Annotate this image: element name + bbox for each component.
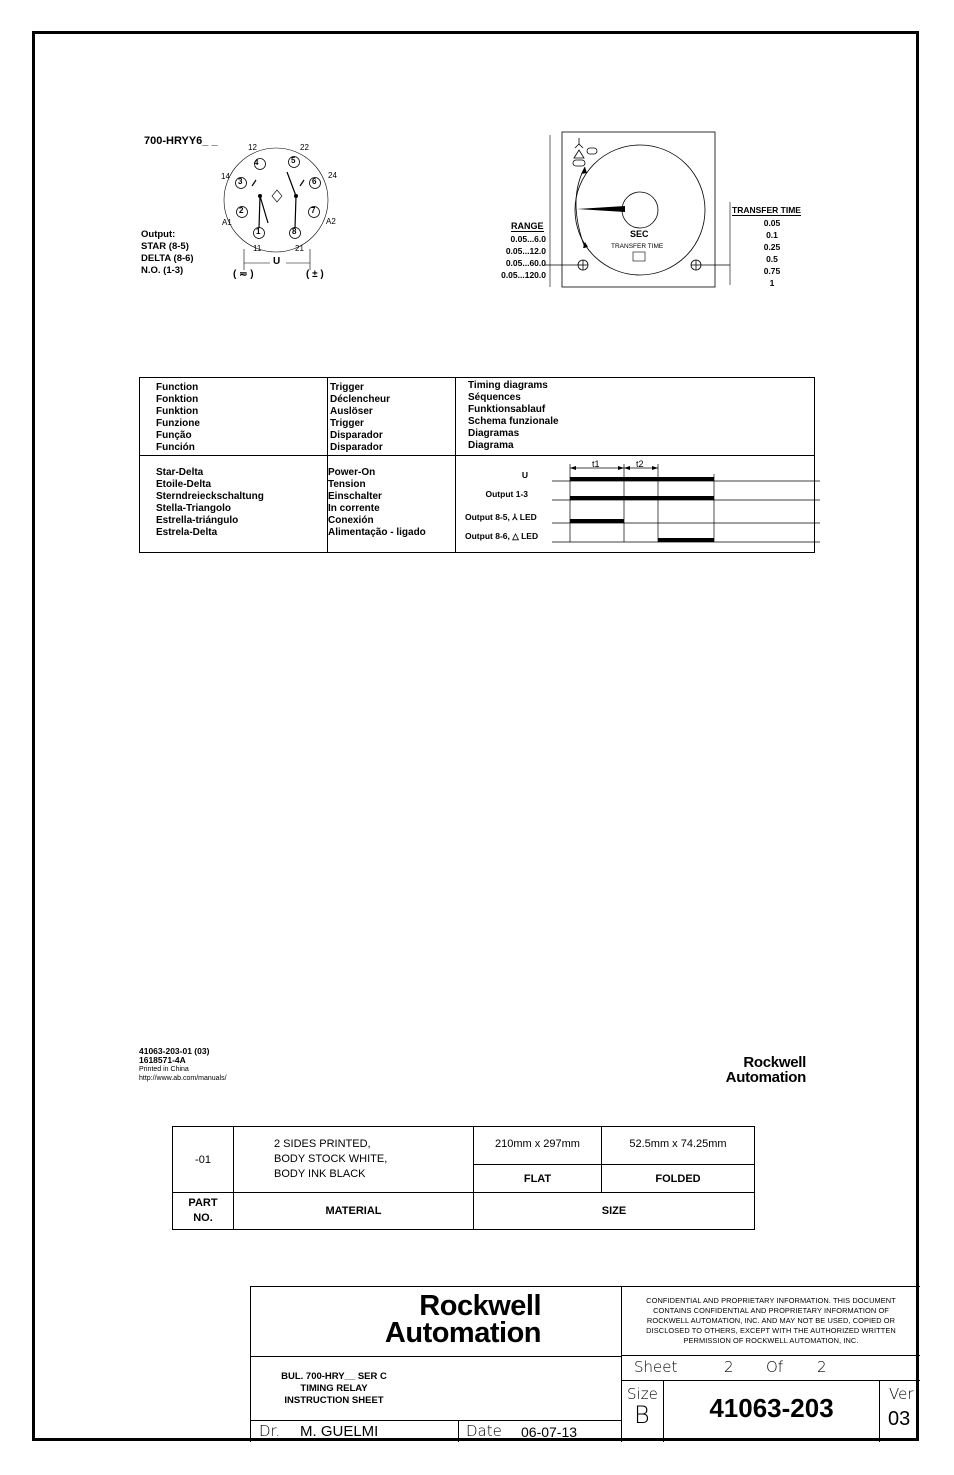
terminal-12: 12 — [248, 143, 257, 152]
document-footer-codes: 41063-203-01 (03) 1618571-4A Printed in China http://www.ab.com/manuals/ — [139, 1046, 227, 1082]
document-number: 41063-203 — [709, 1393, 834, 1423]
timing-row-output-8-6: Output 8-6, △ LED — [465, 531, 539, 541]
part-number-value: -01 — [173, 1127, 234, 1193]
confidentiality-notice: CONFIDENTIAL AND PROPRIETARY INFORMATION. THIS DOCUMENT CONTAINS CONFIDENTIAL AND PROPRIETARY INFORMATION OF ROCKWELL AUTOMATION, INC. AND MAY NOT BE USED, COPIED OR DISCLOSED TO OTHERS, EXCEPT WITH THE AUTHORIZED WRITTEN PERMISSION OF ROCKWELL AUTOMATION, INC. — [646, 1296, 896, 1345]
terminal-24: 24 — [328, 171, 337, 180]
sheet-total: 2 — [817, 1358, 827, 1376]
output-legend: Output: STAR (8-5) DELTA (8-6) N.O. (1-3) — [141, 229, 194, 276]
terminal-11: 11 — [253, 244, 262, 253]
pin-6: 6 — [312, 177, 317, 186]
material-label: MATERIAL — [234, 1193, 474, 1230]
part-no-label: PART NO. — [173, 1193, 234, 1230]
transfer-time-label: TRANSFER TIME — [611, 243, 664, 250]
folded-label: FOLDED — [602, 1165, 755, 1193]
timing-header-cell: Timing diagrams Séquences Funktionsablauf Schema funzionale Diagramas Diagrama — [456, 378, 815, 456]
rockwell-logo-small: Rockwell Automation — [725, 1054, 806, 1086]
dial-face — [545, 130, 745, 290]
size-field-label: Size — [627, 1385, 658, 1403]
sheet-label: Sheet — [634, 1358, 678, 1376]
range-title: RANGE — [511, 221, 544, 231]
of-label: Of — [766, 1358, 784, 1376]
title-block — [250, 1286, 920, 1442]
flat-label: FLAT — [474, 1165, 602, 1193]
version-value: 03 — [888, 1408, 911, 1430]
timing-diagram-cell — [456, 456, 815, 553]
size-field-value: B — [634, 1401, 650, 1429]
negative-terminal: ( ≂ ) — [233, 269, 254, 280]
socket-outline — [224, 148, 328, 252]
terminal-a2: A2 — [326, 217, 336, 226]
timing-row-output-8-5: Output 8-5, ⅄ LED — [465, 512, 537, 522]
sheet-number: 2 — [724, 1358, 734, 1376]
terminal-21: 21 — [295, 244, 304, 253]
drawn-by-label: Dr. — [259, 1422, 281, 1440]
t2-label: t2 — [636, 459, 644, 469]
trigger-value-cell: Power-On Tension Einschalter In corrente Conexión Alimentação - ligado — [328, 456, 456, 553]
drafter-name: M. GUELMI — [300, 1423, 379, 1440]
t1-label: t1 — [592, 459, 600, 469]
material-value: 2 SIDES PRINTED, BODY STOCK WHITE, BODY INK BLACK — [234, 1127, 474, 1193]
sec-label: SEC — [630, 229, 649, 239]
positive-terminal: ( ± ) — [306, 269, 324, 280]
pin-1: 1 — [256, 227, 261, 236]
function-value-cell: Star-Delta Etoile-Delta Sterndreieckschaltung Stella-Triangolo Estrella-triángulo Estrela-Delta — [140, 456, 328, 553]
size-label: SIZE — [474, 1193, 755, 1230]
range-list: 0.05...6.0 0.05...12.0 0.05...60.0 0.05...120.0 — [501, 234, 546, 280]
timing-row-output-1-3: Output 1-3 — [485, 489, 528, 499]
terminal-14: 14 — [221, 172, 230, 181]
material-table — [172, 1126, 755, 1230]
folded-size-value: 52.5mm x 74.25mm — [602, 1127, 755, 1165]
pin-3: 3 — [238, 177, 243, 186]
transfer-time-title: TRANSFER TIME — [732, 205, 801, 215]
function-table — [139, 377, 815, 553]
transfer-time-list: 0.05 0.1 0.25 0.5 0.75 1 — [763, 218, 781, 288]
version-label: Ver — [889, 1385, 914, 1403]
rockwell-logo-large: Rockwell Automation — [384, 1290, 541, 1349]
date-label: Date — [466, 1422, 502, 1440]
function-header-cell: Function Fonktion Funktion Funzione Função Función — [140, 378, 328, 456]
supply-label: U — [273, 256, 281, 267]
pin-5: 5 — [291, 156, 296, 165]
document-description: BUL. 700-HRY__ SER C TIMING RELAY INSTRUCTION SHEET — [281, 1371, 387, 1406]
drawing-date: 06-07-13 — [521, 1424, 578, 1440]
pin-8: 8 — [292, 227, 297, 236]
terminal-a1: A1 — [222, 218, 232, 227]
trigger-header-cell: Trigger Déclencheur Auslöser Trigger Disparador Disparador — [328, 378, 456, 456]
pin-4: 4 — [254, 158, 259, 167]
flat-size-value: 210mm x 297mm — [474, 1127, 602, 1165]
pin-7: 7 — [311, 206, 316, 215]
terminal-22: 22 — [300, 143, 309, 152]
timing-row-u: U — [521, 470, 528, 480]
model-number: 700-HRYY6_ _ — [144, 135, 218, 147]
pin-2: 2 — [239, 206, 244, 215]
